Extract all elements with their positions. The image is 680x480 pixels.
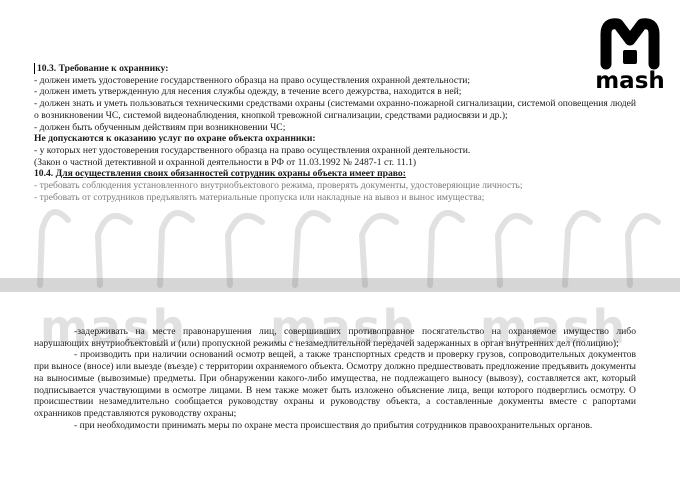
document-bottom-section xyxy=(34,326,636,431)
requirement-line: - должен иметь утвержденную для несения службы одежду, в течение всего дежурства, находится в ней; xyxy=(34,86,462,98)
logo-wordmark: mash xyxy=(595,68,665,94)
section-heading xyxy=(34,63,636,75)
page-gap xyxy=(0,278,680,292)
not-admitted-heading: Не допускаются к оказанию услуг по охране объекта охранники: xyxy=(34,133,316,145)
law-reference: (Закон о частной детективной и охранной деятельности в РФ от 11.03.1992 № 2487-1 ст. 11.1) xyxy=(34,156,417,168)
section-number: 10.3. xyxy=(34,63,56,74)
watermark-text: mash xyxy=(270,300,418,354)
watermark-text: mash xyxy=(480,300,628,354)
requirement-line: - должен иметь удостоверение государственного образца на право осуществления охранной деятельности; xyxy=(34,74,471,86)
rights-number: 10.4. xyxy=(34,168,54,180)
document-top-section xyxy=(34,63,636,203)
rights-heading xyxy=(34,168,636,180)
watermark-text: mash xyxy=(40,300,188,354)
rights-line: - требовать соблюдения установленного внутриобъектового режима, проверять документы, удостоверяющие личность; xyxy=(34,180,523,192)
requirement-line: - должен знать и уметь пользоваться техническими средствами охраны (системами охранно-пожарной сигнализации, системой оповещения людей о возникновении ЧС, системой видеонаблюдения, кнопкой тревожной сигнализации, средствами радиосвязи и др.); xyxy=(34,98,636,121)
rights-line: - требовать от сотрудников предъявлять материальные пропуска или накладные на вывоз и вынос имущества; xyxy=(34,191,485,203)
section-title: Требование к охраннику: xyxy=(58,63,169,74)
rights-paragraph: - производить при наличии оснований осмотр вещей, а также транспортных средств и проверку грузов, сопроводительных документов при выносе (вносе) или выезде (въезде) с территории охраняемого объекта. Осмотру должно предшествовать предложение предъявить документы на выносимые (вывозимые) предметы. При обнаружении какого-либо имущества, не подлежащего выносу (вывозу), составляется акт, который подписывается участвующими в осмотре лицами. В нем также может быть изложено объяснение лица, вещи которого подверглись осмотру. О происшествии незамедлительно сообщается руководству охраны и руководству объекта, а составленные документы вместе с рапортами охранников представляются руководству охраны; xyxy=(34,349,636,419)
not-admitted-line: - у которых нет удостоверения государственного образца на право осуществления охранной деятельности. xyxy=(34,144,471,156)
rights-paragraph: - при необходимости принимать меры по охране места происшествия до прибытия сотрудников правоохранительных органов. xyxy=(74,419,593,431)
rights-paragraph: -задерживать на месте правонарушения лиц, совершивших противоправное посягательство на охраняемое имущество либо нарушающих внутриобъектовый и (или) пропускной режимы с незамедлительной передачей задержанных в орган внутренних дел (полицию); xyxy=(34,326,636,349)
requirement-line: - должен быть обученным действиям при возникновении ЧС; xyxy=(34,121,286,133)
rights-title: Для осуществления своих обязанностей сотрудник охраны объекта имеет право: xyxy=(55,168,406,180)
